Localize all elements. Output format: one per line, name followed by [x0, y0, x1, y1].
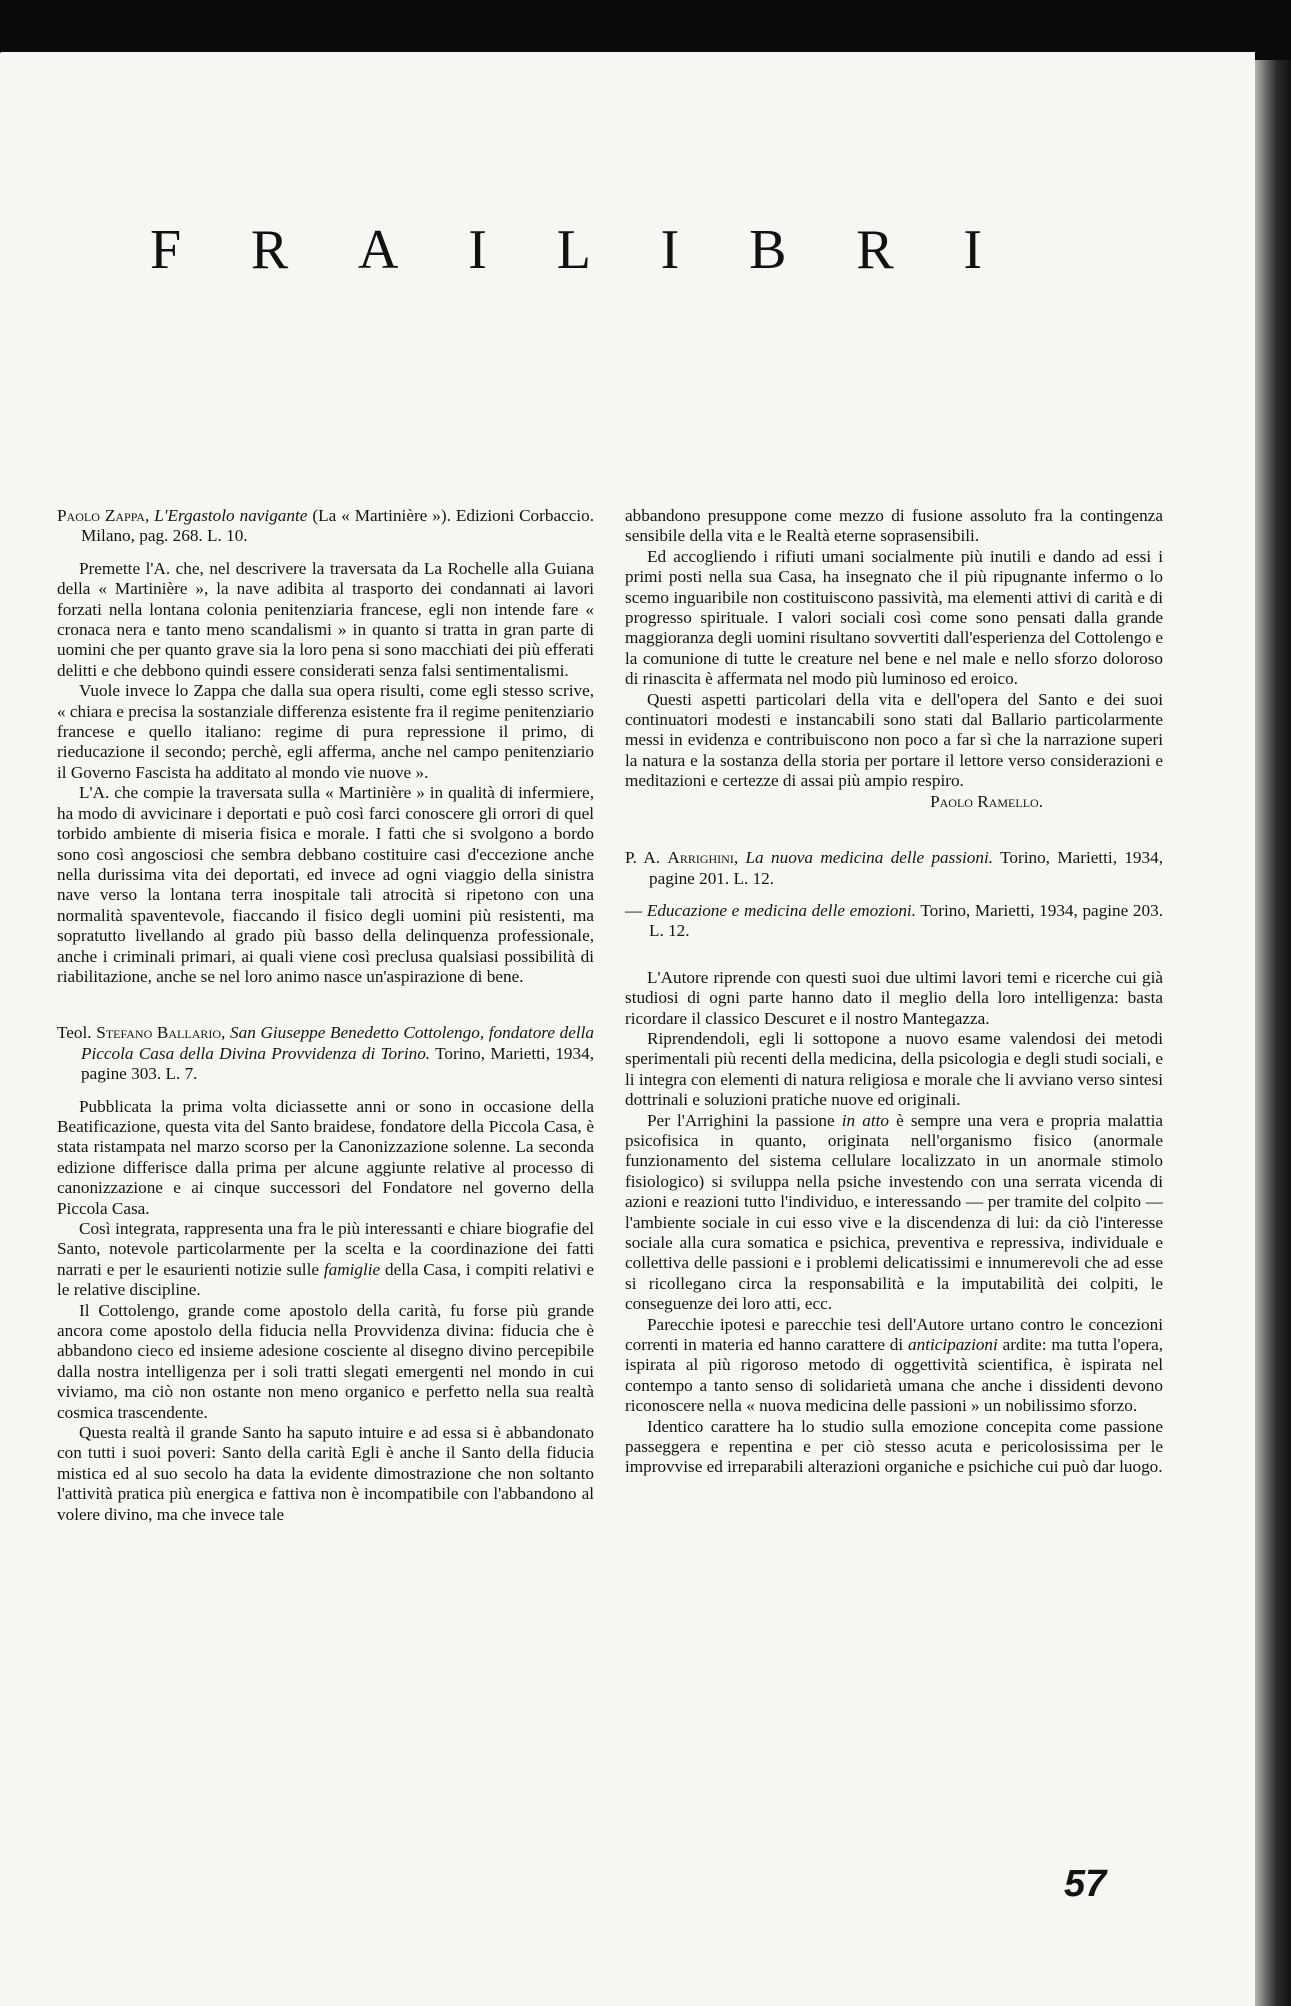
review-heading-arrighini-2: [625, 901, 1163, 942]
review-dash: —: [625, 900, 647, 920]
review-prefix: P. A.: [625, 848, 668, 868]
review-biblio: Torino, Marietti, 1934, pagine 303. L. 7.: [81, 1043, 594, 1084]
right-column: [625, 506, 1163, 1478]
text-run: Per l'Arrighini la passione: [647, 1110, 842, 1130]
review-heading-zappa: [57, 506, 594, 547]
text-run-italic: anticipazioni: [908, 1335, 998, 1355]
review-biblio: Torino, Marietti, 1934, pagine 203. L. 12.: [649, 900, 1163, 941]
scan-top-border: [0, 0, 1291, 60]
left-column: [57, 506, 594, 1525]
review-paragraph: Questi aspetti particolari della vita e dell'opera del Santo e dei suoi continuatori modesti e instancabili sono stati dal Ballario particolarmente messi in evidenza e contribuiscono non poco a far sì che la narrazione superi la natura e la sostanza della storia per portare il lettore verso considerazioni e meditazioni e certezze di assai più ampio respiro.: [625, 689, 1163, 791]
text-run: ardite: ma tutta l'opera, ispirata al più rigoroso metodo di oggettività scientifica, è ispirata nel contempo a tanto senso di solidarietà umana che anche i dissidenti devono riconoscere nella « nuova medicina delle passioni » un nobilissimo sforzo.: [625, 1335, 1163, 1416]
text-run: Parecchie ipotesi e parecchie tesi dell'Autore urtano contro le concezioni correnti in materia ed hanno carattere di: [625, 1314, 1163, 1355]
review-book-title: L'Ergastolo navigante: [154, 506, 308, 525]
review-prefix: Teol.: [57, 1023, 97, 1043]
title-letter: L: [556, 219, 599, 281]
section-title: [150, 218, 990, 282]
title-letter: F: [150, 219, 190, 281]
text-run-italic: in atto: [841, 1110, 889, 1130]
reviewer-signature: Paolo Ramello.: [930, 791, 1043, 811]
text-run-italic: famiglie: [323, 1259, 381, 1279]
review-paragraph: Il Cottolengo, grande come apostolo della carità, fu forse più grande ancora come apostolo della fiducia nella Provvidenza divina: fiducia che è abbandono cieco ed insieme adesione cosciente al disegno divino percepibile dalla nostra intelligenza per i soli tratti slegati emergenti nel mondo in cui viviamo, ma ciò non ostante non meno organico e perfetto nella sua realtà cosmica trascendente.: [57, 1300, 594, 1422]
title-letter: I: [963, 219, 990, 281]
review-paragraph: Pubblicata la prima volta diciassette anni or sono in occasione della Beatificazione, questa vita del Santo braidese, fondatore della Piccola Casa, è stata ristampata nel marzo scorso per la Canonizzazione solenne. La seconda edizione differisce dalla prima per alcune aggiunte relative al processo di canonizzazione e ai cinque successori del Fondatore nel governo della Piccola Casa.: [57, 1096, 594, 1218]
title-letter: A: [358, 219, 407, 281]
review-paragraph: L'Autore riprende con questi suoi due ultimi lavori temi e ricerche cui già studiosi di ogni parte hanno dato il meglio della loro intelligenza: basta ricordare il classico Descuret e il nostro Mantegazza.: [625, 967, 1163, 1028]
review-paragraph: [57, 1219, 594, 1301]
title-letter: R: [856, 219, 902, 281]
review-book-title: Educazione e medicina delle emozioni.: [646, 900, 916, 920]
text-run: è sempre una vera e propria malattia psicofisica in quanto, originata nell'organismo fisico (anormale funzionamento del sistema cellulare localizzato in un anormale stimolo fisiologico) si sviluppa nella psiche investendo con una serrata vicenda di azioni e reazioni tutto l'individuo, e interessando — per tramite del colpito — l'ambiente sociale in cui esso vive e la discendenza di lui: da ciò l'interesse sociale alla cura somatica e psichica, preventiva e repressiva, individuale e collettiva delle passioni e i problemi delicatissimi e innumerevoli che ad esse si ricollegano circa la responsabilità e la imputabilità dei colpiti, le conseguenze dei loro atti, ecc.: [625, 1110, 1163, 1314]
review-heading-arrighini-1: [625, 848, 1163, 889]
title-letter: I: [660, 219, 688, 281]
review-author: Arrighini,: [667, 848, 739, 868]
review-paragraph: [625, 1111, 1163, 1315]
review-paragraph: abbandono presuppone come mezzo di fusione assoluto fra la contingenza sensibile della vita e le Realtà eterne soprasensibili.: [625, 506, 1163, 546]
review-biblio: (La « Martinière »). Edizioni Corbaccio. Milano, pag. 268. L. 10.: [81, 506, 594, 546]
text-run: Così integrata, rappresenta una fra le più interessanti e chiare biografie del Santo, notevole particolarmente per la scelta e la coordinazione dei fatti narrati e per le esaurienti notizie sulle: [57, 1219, 594, 1279]
review-paragraph: Questa realtà il grande Santo ha saputo intuire e ad essa si è abbandonato con tutti i suoi poveri: Santo della carità Egli è anche il Santo della fiducia mistica ed al suo secolo ha data la evidente dimostrazione che non soltanto l'attività pratica più energica e fattiva non è incompatibile con l'abbandono al volere divino, ma che invece tale: [57, 1423, 594, 1524]
review-author: Paolo Zappa,: [57, 506, 150, 525]
review-book-title: La nuova medicina delle passioni.: [745, 848, 994, 868]
review-paragraph: [625, 1315, 1163, 1417]
title-letter: R: [250, 219, 297, 281]
review-biblio: Torino, Marietti, 1934, pagine 201. L. 12.: [649, 848, 1164, 888]
review-heading-ballario: [57, 1023, 594, 1084]
title-letter: B: [749, 219, 795, 281]
review-paragraph: Riprendendoli, egli li sottopone a nuovo esame valendosi dei metodi sperimentali più recenti della medicina, della psicologia e degli studi sociali, e li integra con elementi di natura religiosa e morale che li avviano verso sintesi dottrinali e soluzioni pratiche nuove ed originali.: [625, 1028, 1163, 1110]
review-paragraph: Ed accogliendo i rifiuti umani socialmente più inutili e dando ad essi i primi posti nella sua Casa, ha insegnato che il più ripugnante infermo o lo scemo inguaribile non costituiscono passività, ma elementi attivi di carità e di progresso spirituale. I valori sociali così come sono pensati dalla grande maggioranza degli uomini risultano sovvertiti dall'esperienza del Cottolengo e la comunione di tutte le creature nel bene e nel male e nello sforzo doloroso di rinascita è affermata nel modo più luminoso ed eroico.: [625, 546, 1163, 689]
title-letter: I: [468, 219, 495, 281]
review-author: Stefano Ballario,: [96, 1023, 226, 1043]
page-number: 57: [1064, 1863, 1107, 1905]
review-paragraph: Premette l'A. che, nel descrivere la traversata da La Rochelle alla Guiana della « Martinière », la nave adibita al trasporto dei condannati ai lavori forzati nella lontana colonia penitenziaria francese, egli non intende fare « cronaca nera e tanto meno scandalismi » in quanto si tratta in gran parte di uomini che per quanto grave sia la loro pena si sono macchiati dei più efferati delitti e che debbono quindi essere considerati senza falsi sentimentalismi.: [57, 558, 594, 680]
scan-right-edge: [1255, 60, 1291, 2006]
review-paragraph: Vuole invece lo Zappa che dalla sua opera risulti, come egli stesso scrive, « chiara e precisa la sostanziale differenza esistente fra il regime penitenziario francese e quello italiano: regime di pura repressione il primo, di rieducazione il secondo; perchè, egli afferma, anche nel campo penitenziario il Governo Fascista ha additato al mondo vie nuove ».: [57, 681, 594, 782]
review-book-title: San Giuseppe Benedetto Cottolengo, fondatore della Piccola Casa della Divina Provvidenza di Torino.: [81, 1023, 595, 1063]
review-paragraph: Identico carattere ha lo studio sulla emozione concepita come passione passeggera e repentina e per ciò stesso acuta e pericolosissima per le improvvise ed irreparabili alterazioni organiche e psichiche cui può dar luogo.: [625, 1416, 1163, 1477]
review-paragraph: L'A. che compie la traversata sulla « Martinière » in qualità di infermiere, ha modo di avvicinare i deportati e può così farci conoscere gli orrori di quel torbido ambiente di miseria fisica e morale. I fatti che si svolgono a bordo sono così angosciosi che sembra debbano costituire casi d'eccezione anche nella durissima vita dei deportati, ed invece ad ogni viaggio della sinistra nave verso la lontana terra inospitale tali atrocità si ripetono con una normalità spaventevole, fiaccando il fisico degli uomini più resistenti, ma sopratutto livellando al grado più basso della delinquenza professionale, anche i criminali primari, ai quali viene così preclusa qualsiasi possibilità di riabilitazione, anche se nel loro animo nasce un'aspirazione di bene.: [57, 783, 594, 986]
text-run: della Casa, i compiti relativi e le relative discipline.: [57, 1259, 594, 1300]
